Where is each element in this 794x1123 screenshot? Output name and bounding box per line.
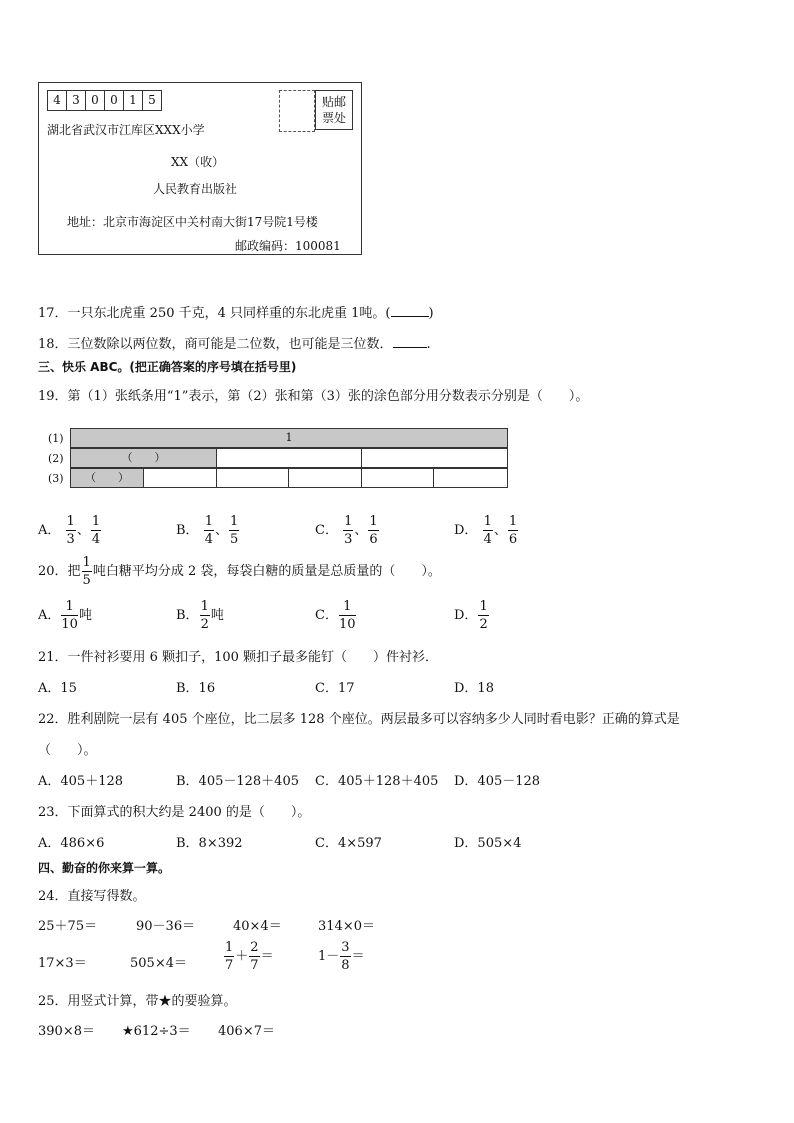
fraction: $\frac{1}{4}$ — [204, 514, 213, 547]
zip-digit: 1 — [123, 90, 143, 111]
question-19-text: 19．第（1）张纸条用“1”表示，第（2）张和第（3）张的涂色部分用分数表示分别是（ ）。 — [38, 389, 589, 404]
question-20-pre: 20．把 — [38, 564, 81, 579]
stamp-box — [315, 90, 353, 130]
zip-digit: 0 — [104, 90, 124, 111]
fraction: $\frac{1}{6}$ — [369, 514, 378, 547]
option-b[interactable]: B．16 — [176, 681, 216, 696]
option-letter: B． — [176, 523, 199, 538]
recipient-name: XX（收） — [171, 155, 225, 169]
fraction: $\frac{1}{5}$ — [230, 514, 239, 547]
question-20-post: 吨白糖平均分成 2 袋，每袋白糖的质量是总质量的（ ）。 — [92, 564, 441, 579]
fraction: $\frac{1}{5}$ — [82, 555, 91, 588]
paper-strip-2 — [70, 448, 508, 468]
strip-label-3: (3) — [48, 472, 64, 485]
strip-label-1: (1) — [48, 432, 64, 445]
sender-postcode: 邮政编码：100081 — [235, 239, 341, 253]
option-b[interactable]: B． $\frac{1}{4}$ 、 $\frac{1}{5}$ — [176, 514, 239, 547]
question-23-text: 23．下面算式的积大约是 2400 的是（ ）。 — [38, 805, 311, 820]
fraction: $\frac{1}{2}$ — [200, 599, 209, 632]
question-21-text: 21．一件衬衫要用 6 颗扣子，100 颗扣子最多能钉（ ）件衬衫． — [38, 650, 439, 665]
strip-label-2: (2) — [48, 452, 64, 465]
zip-digit: 5 — [142, 90, 162, 111]
answer-blank[interactable] — [391, 304, 429, 317]
option-letter: D． — [454, 523, 478, 538]
zip-digit: 4 — [47, 90, 67, 111]
option-c[interactable]: C．405＋128＋405 — [315, 774, 439, 789]
strip-2-shaded: （ ） — [71, 449, 217, 467]
question-20 — [38, 556, 441, 587]
question-22-options — [38, 770, 593, 789]
calc-item: 40×4＝ — [233, 919, 282, 934]
option-a[interactable]: A． $\frac{1}{10}$ 吨 — [38, 599, 92, 632]
option-d[interactable]: D． $\frac{1}{4}$ 、 $\frac{1}{6}$ — [454, 514, 518, 547]
strip-3-shaded: （ ） — [71, 469, 144, 487]
option-c[interactable]: C．17 — [315, 681, 355, 696]
option-d[interactable]: D． $\frac{1}{2}$ — [454, 599, 488, 632]
question-22-text-2: （ ）。 — [38, 743, 97, 758]
strip-1-fill: 1 — [71, 429, 507, 447]
calc-item: 17×3＝ — [38, 956, 87, 971]
question-21-options — [38, 677, 593, 696]
option-c[interactable]: C．4×597 — [315, 836, 382, 851]
question-22-text: 22．胜利剧院一层有 405 个座位，比二层多 128 个座位。两层最多可以容纳多少人同时看电影？正确的算式是 — [38, 712, 680, 727]
option-b[interactable]: B． $\frac{1}{2}$ 吨 — [176, 599, 224, 632]
fraction: $\frac{1}{4}$ — [91, 514, 101, 547]
calc-item: 406×7＝ — [218, 1024, 275, 1039]
strip-3-part — [434, 469, 507, 487]
option-letter: A． — [38, 523, 61, 538]
fraction: $\frac{1}{6}$ — [508, 514, 518, 547]
question-19-options — [38, 515, 593, 546]
question-18 — [38, 333, 431, 352]
question-25-text: 25．用竖式计算，带★的要验算。 — [38, 994, 237, 1009]
question-23-options — [38, 832, 593, 851]
option-c[interactable]: C． $\frac{1}{10}$ — [315, 599, 356, 632]
paper-strip-3 — [70, 468, 508, 488]
strip-3-part — [217, 469, 289, 487]
calc-item: ★612÷3＝ — [122, 1024, 191, 1039]
fraction: $\frac{1}{4}$ — [483, 514, 492, 547]
option-a[interactable]: A． $\frac{1}{3}$ 、 $\frac{1}{4}$ — [38, 514, 101, 547]
fraction: $\frac{1}{2}$ — [479, 599, 488, 632]
calc-item: 25＋75＝ — [38, 919, 98, 934]
strip-3-part — [362, 469, 434, 487]
question-17-close: ) — [428, 306, 434, 321]
strip-2-part — [217, 449, 362, 467]
strip-2-part — [362, 449, 507, 467]
question-24-text: 24．直接写得数。 — [38, 889, 146, 904]
zip-digit: 3 — [66, 90, 86, 111]
option-a[interactable]: A．486×6 — [38, 836, 105, 851]
strip-3-part — [289, 469, 362, 487]
question-18-text: 18．三位数除以两位数，商可能是二位数，也可能是三位数． — [38, 337, 393, 352]
option-b[interactable]: B．8×392 — [176, 836, 243, 851]
calc-item-fraction-sum: $\frac{1}{7}$ ＋ $\frac{2}{7}$ ＝ — [225, 940, 274, 973]
fraction: $\frac{1}{10}$ — [61, 599, 78, 632]
envelope — [38, 82, 362, 255]
answer-blank[interactable] — [393, 335, 427, 348]
calc-item: 314×0＝ — [318, 919, 375, 934]
option-c[interactable]: C． $\frac{1}{3}$ 、 $\frac{1}{6}$ — [315, 514, 378, 547]
option-b[interactable]: B．405－128＋405 — [176, 774, 299, 789]
question-20-options — [38, 600, 593, 631]
question-18-close: . — [426, 337, 431, 352]
option-d[interactable]: D．505×4 — [454, 836, 522, 851]
fraction: $\frac{3}{8}$ — [341, 940, 350, 973]
section-4-heading: 四、勤奋的你来算一算。 — [38, 861, 171, 875]
stamp-label-2: 票处 — [321, 111, 346, 125]
recipient-address: 湖北省武汉市江库区XXX小学 — [47, 123, 205, 137]
fraction: $\frac{2}{7}$ — [250, 940, 259, 973]
question-17 — [38, 302, 434, 321]
calc-item-fraction-diff: 1－ $\frac{3}{8}$ ＝ — [318, 940, 365, 973]
calc-item: 390×8＝ — [38, 1024, 95, 1039]
sender-org: 人民教育出版社 — [153, 182, 238, 196]
sender-address: 地址：北京市海淀区中关村南大街17号院1号楼 — [67, 215, 318, 229]
fraction: $\frac{1}{3}$ — [344, 514, 353, 547]
calc-item: 505×4＝ — [130, 956, 187, 971]
strip-3-part — [144, 469, 217, 487]
fraction: $\frac{1}{10}$ — [338, 599, 356, 632]
fraction: $\frac{1}{7}$ — [225, 940, 234, 973]
option-d[interactable]: D．18 — [454, 681, 494, 696]
option-a[interactable]: A．15 — [38, 681, 77, 696]
calc-item: 90－36＝ — [136, 919, 196, 934]
question-17-text: 17．一只东北虎重 250 千克，4 只同样重的东北虎重 1吨。( — [38, 306, 391, 321]
option-d[interactable]: D．405－128 — [454, 774, 541, 789]
zip-digit: 0 — [85, 90, 105, 111]
stamp-outline — [279, 90, 315, 132]
paper-strip-1 — [70, 428, 508, 448]
section-3-heading: 三、快乐 ABC。(把正确答案的序号填在括号里) — [38, 360, 297, 374]
stamp-label-1: 贴邮 — [321, 95, 346, 109]
postal-code-boxes — [47, 90, 161, 111]
option-a[interactable]: A．405＋128 — [38, 774, 124, 789]
option-letter: C． — [315, 523, 338, 538]
fraction: $\frac{1}{3}$ — [66, 514, 75, 547]
